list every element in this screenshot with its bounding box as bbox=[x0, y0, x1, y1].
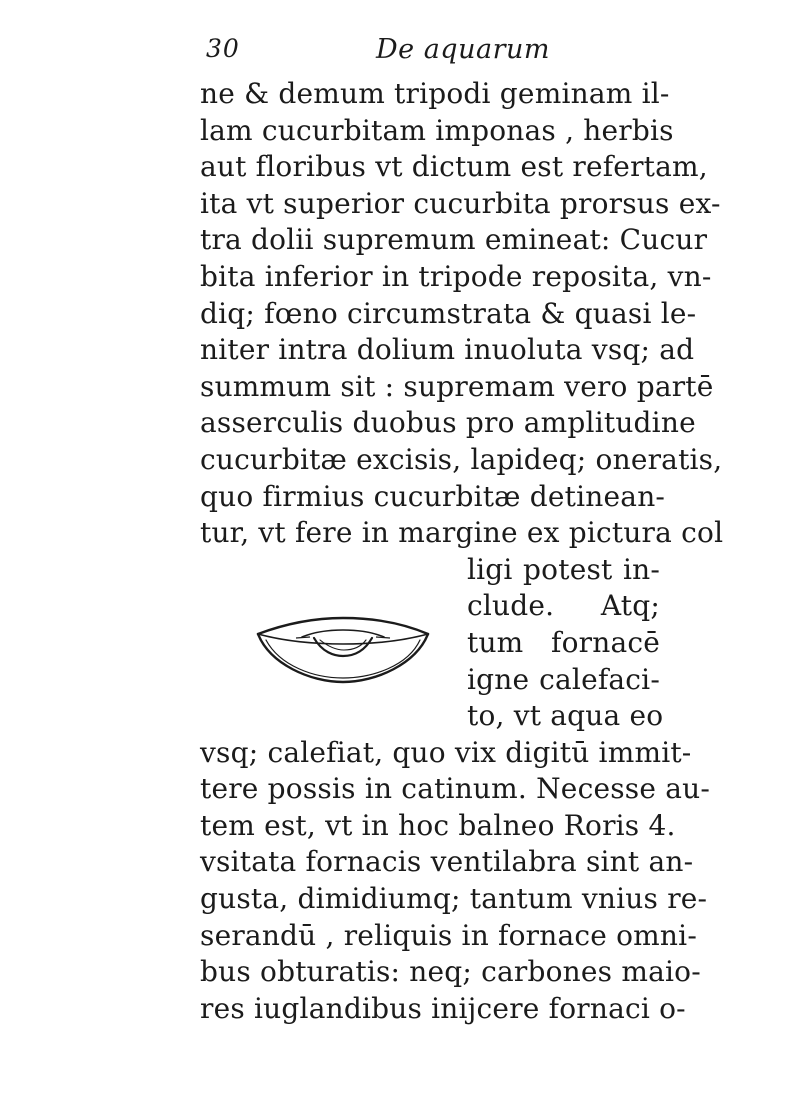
text-line: to, vt aqua eo bbox=[467, 699, 664, 733]
basin-illustration-icon bbox=[250, 604, 436, 690]
text-line: res iuglandibus inijcere fornaci o- bbox=[200, 991, 686, 1025]
text-line: vsq; calefiat, quo vix digitū immit- bbox=[200, 735, 692, 769]
text-line: gusta, dimidiumq; tantum vnius re- bbox=[200, 882, 708, 916]
text-line: bus obturatis: neq; carbones maio- bbox=[200, 955, 701, 989]
text-line: bita inferior in tripode reposita, vn- bbox=[200, 259, 712, 293]
text-line: tra dolii supremum emineat: Cucur bbox=[200, 223, 708, 257]
text-line: lam cucurbitam imponas , herbis bbox=[200, 113, 674, 147]
text-line: tur, vt fere in margine ex pictura col bbox=[200, 516, 724, 550]
text-line: igne calefaci- bbox=[467, 662, 660, 696]
text-line: tem est, vt in hoc balneo Roris 4. bbox=[200, 808, 676, 842]
running-head bbox=[200, 34, 660, 74]
text-line: niter intra dolium inuoluta vsq; ad bbox=[200, 333, 695, 367]
text-line: aut floribus vt dictum est refertam, bbox=[200, 150, 708, 184]
text-line: cucurbitæ excisis, lapideq; oneratis, bbox=[200, 442, 723, 476]
text-line: diq; fœno circumstrata & quasi le- bbox=[200, 296, 697, 330]
text-line: tum fornacē bbox=[467, 625, 660, 659]
text-line: asserculis duobus pro amplitudine bbox=[200, 406, 696, 440]
text-line: ne & demum tripodi geminam il- bbox=[200, 77, 670, 110]
text-line: ligi potest in- bbox=[467, 552, 660, 586]
running-title: De aquarum bbox=[376, 34, 550, 65]
text-line: quo firmius cucurbitæ detinean- bbox=[200, 479, 666, 513]
text-line: summum sit : supremam vero partē bbox=[200, 369, 714, 403]
body-text bbox=[200, 76, 724, 1027]
text-line: clude. Atq; bbox=[467, 589, 660, 623]
text-line: vsitata fornacis ventilabra sint an- bbox=[200, 845, 694, 879]
page-number: 30 bbox=[206, 34, 240, 63]
text-line: serandū , reliquis in fornace omni- bbox=[200, 918, 697, 952]
text-line: tere possis in catinum. Necesse au- bbox=[200, 772, 711, 806]
text-line: ita vt superior cucurbita prorsus ex- bbox=[200, 186, 721, 220]
